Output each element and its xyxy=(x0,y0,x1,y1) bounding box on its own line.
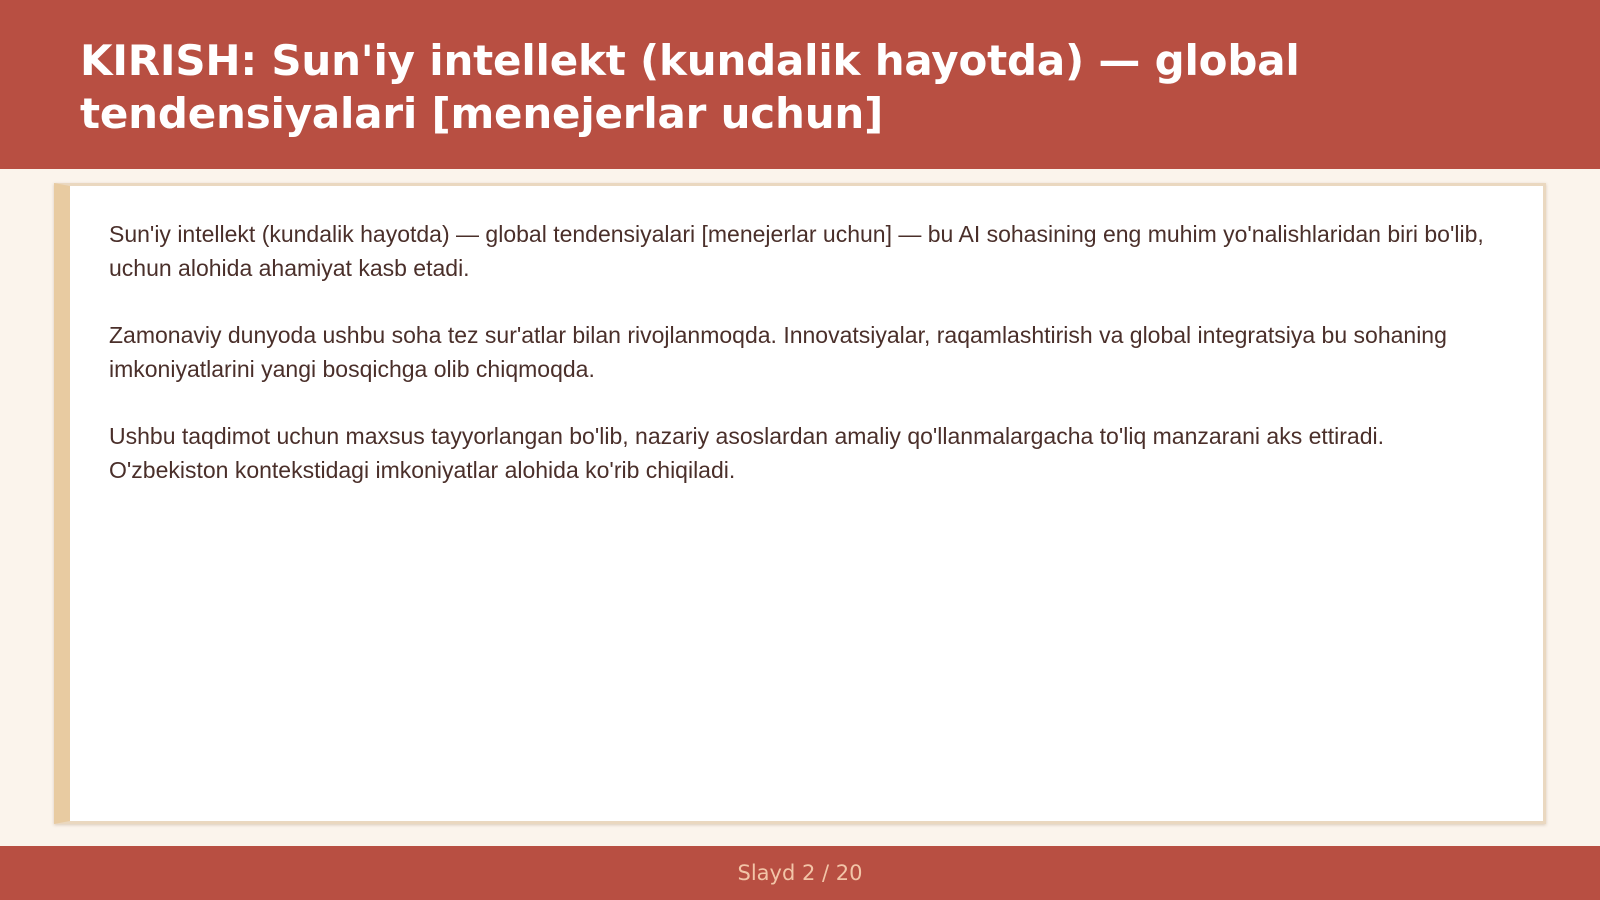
content-paragraph-2: Zamonaviy dunyoda ushbu soha tez sur'atlar bilan rivojlanmoqda. Innovatsiyalar, raqamlashtirish va global integratsiya bu sohaning imkoniyatlarini yangi bosqichga olib chiqmoqda. xyxy=(109,322,1447,382)
slide-counter: Slayd 2 / 20 xyxy=(737,861,863,885)
slide-title: KIRISH: Sun'iy intellekt (kundalik hayotda) — global tendensiyalari [menejerlar uchun] xyxy=(80,36,1300,138)
slide-header xyxy=(0,0,1600,169)
content-paragraph-1: Sun'iy intellekt (kundalik hayotda) — global tendensiyalari [menejerlar uchun] — bu AI sohasining eng muhim yo'nalishlaridan biri bo'lib, uchun alohida ahamiyat kasb etadi. xyxy=(109,221,1484,281)
content-panel xyxy=(54,183,1546,824)
slide-footer xyxy=(0,846,1600,900)
content-paragraph-3: Ushbu taqdimot uchun maxsus tayyorlangan bo'lib, nazariy asoslardan amaliy qo'llanmalargacha to'liq manzarani aks ettiradi. O'zbekiston kontekstidagi imkoniyatlar alohida ko'rib chiqiladi. xyxy=(109,423,1385,483)
